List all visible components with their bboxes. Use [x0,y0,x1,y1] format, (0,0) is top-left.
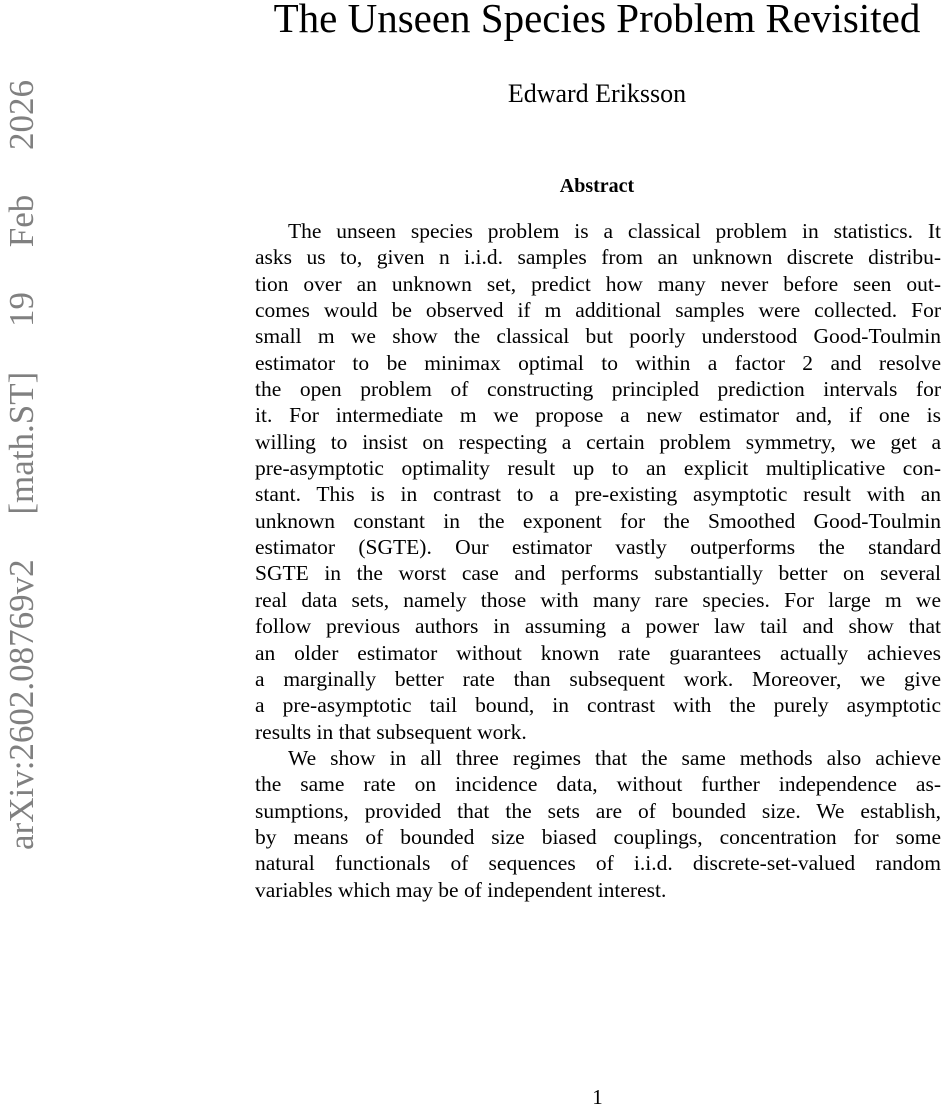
abstract-line: results in that subsequent work. [255,719,527,744]
abstract-line: variables which may be of independent interest. [255,877,667,902]
author-name: Edward Eriksson [507,79,687,108]
abstract-line: by means of bounded size biased couplings, concentration for some [255,824,941,849]
abstract-line: natural functionals of sequences of i.i.d. discrete-set-valued random [255,851,941,876]
abstract-line: willing to insist on respecting a certain problem symmetry, we get a [255,429,941,454]
paper-title: The Unseen Species Problem Revisited [273,0,921,41]
abstract-line: We show in all three regimes that the same methods also achieve [288,745,941,770]
abstract-line: stant. This is in contrast to a pre-existing asymptotic result with an [255,482,941,507]
arxiv-identifier: arXiv:2602.08769v2 [math.ST] 19 Feb 2026 [2,80,41,850]
abstract-line: real data sets, namely those with many rare species. For large m we [255,587,941,612]
abstract-line: an older estimator without known rate guarantees actually achieves [255,640,941,665]
page-number: 1 [592,1085,603,1109]
abstract-line: a marginally better rate than subsequent work. Moreover, we give [255,666,941,691]
abstract-line: it. For intermediate m we propose a new estimator and, if one is [255,403,941,428]
abstract-body [255,218,941,903]
abstract-line: a pre-asymptotic tail bound, in contrast with the purely asymptotic [255,693,941,718]
abstract-line: comes would be observed if m additional samples were collected. For [255,298,941,323]
abstract-line: tion over an unknown set, predict how many never before seen out- [255,271,941,296]
abstract-line: asks us to, given n i.i.d. samples from an unknown discrete distribu- [255,245,941,270]
abstract-line: The unseen species problem is a classical problem in statistics. It [288,219,941,243]
abstract-line: follow previous authors in assuming a power law tail and show that [255,614,941,639]
abstract-line: estimator (SGTE). Our estimator vastly outperforms the standard [255,535,941,560]
abstract-line: pre-asymptotic optimality result up to an explicit multiplicative con- [255,456,941,481]
abstract-line: the open problem of constructing principled prediction intervals for [255,377,941,402]
abstract-heading: Abstract [559,175,635,197]
abstract-line: estimator to be minimax optimal to within a factor 2 and resolve [255,350,941,375]
abstract-line: small m we show the classical but poorly understood Good-Toulmin [255,324,941,349]
abstract-line: SGTE in the worst case and performs substantially better on several [255,561,941,586]
abstract-line: unknown constant in the exponent for the Smoothed Good-Toulmin [255,508,941,533]
abstract-line: sumptions, provided that the sets are of bounded size. We establish, [255,798,941,823]
abstract-line: the same rate on incidence data, without further independence as- [255,772,941,797]
